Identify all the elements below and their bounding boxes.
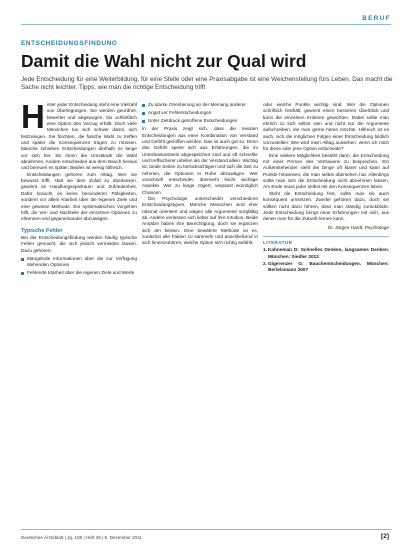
author-byline: Dr. Jürgen Hardt, Psychologe [327, 224, 389, 230]
footer-divider [21, 529, 391, 530]
paragraph: Steht die Entscheidung fest, sollte man sie auch konsequent umsetzen. Zweifel gehören dazu, doch sie sollten nicht dazu führen, dass man ständig zurückblickt. Jede Entscheidung bringt neue Erfahrungen mit sich, aus denen man für die Zukunft lernen kann. [263, 190, 389, 222]
article-headline: Damit die Wahl nicht zur Qual wird [21, 51, 307, 71]
footer-citation: Deutsches Ärzteblatt | Jg. 108 | Heft 49 | 9. Dezember 2011 [21, 535, 142, 540]
paragraph: inter jeder Entscheidung steht eine Vielzahl von Überlegungen. Sie werden geordnet, bewertet und abgewogen, bis schließlich eine Option den Vorzug erhält. Doch viele Menschen tun sich schwer damit, sich festzulegen. Sie fürchten, die falsche Wahl zu treffen und später die Konsequenzen tragen zu müssen. Manche schieben Entscheidungen deshalb so lange vor sich her, bis ihnen die Umstände die Wahl abnehmen. Andere entscheiden aus dem Bauch heraus und bereuen es später. Beides ist wenig hilfreich. [21, 102, 137, 171]
paragraph: Entscheidungen gehören zum Alltag. Wer sie bewusst trifft, statt sie dem Zufall zu überlassen, gewinnt an Handlungsspielraum und Zufriedenheit. Dafür braucht es keine besonderen Fähigkeiten, sondern vor allem Klarheit über die eigenen Ziele und eine gewisse Methode. Ein systematisches Vorgehen hilft, die Vor- und Nachteile der einzelnen Optionen zu erkennen und gegeneinander abzuwägen. [21, 171, 137, 222]
page-number: [2] [381, 533, 389, 540]
literature-heading: LITERATUR [263, 239, 293, 245]
bullet-item: Fehlende Klarheit über die eigenen Ziele und Werte [21, 270, 137, 276]
literature-item: 2. Gigerenzer G: Bauchentscheidungen. München: Bertelsmann 2007 [263, 260, 389, 273]
subheading: Typische Fehler [21, 227, 63, 234]
bullet-item: Zu starke Orientierung an der Meinung anderer [142, 102, 258, 108]
column-3 [263, 102, 389, 274]
column-2 [142, 102, 258, 247]
paragraph: Bei der Entscheidungsfindung werden häufig typische Fehler gemacht, die sich jedoch vermeiden lassen. Dazu gehören: [21, 234, 137, 253]
column-1 [21, 98, 137, 276]
paragraph: In der Praxis zeigt sich, dass die meisten Entscheidungen aus einer Kombination von Verstand und Gefühl getroffen werden. Das ist auch gut so. Denn das Gefühl speist sich aus Erfahrungen, die im Unterbewusstsein abgespeichert sind und oft schneller und treffsicherer urteilen als der Verstand allein. Wichtig ist, beide Seiten zu berücksichtigen und sich die Zeit zu nehmen, die Optionen in Ruhe abzuwägen. Wer vorschnell entscheidet, übersieht leicht wichtige Aspekte. Wer zu lange zögert, verpasst womöglich Chancen. [142, 126, 258, 195]
paragraph: Die Psychologie unterscheidet verschiedene Entscheidungstypen. Manche Menschen sind eher rational orientiert und wägen alle Argumente sorgfältig ab. Andere verlassen sich lieber auf ihre Intuition. Beide Ansätze haben ihre Berechtigung, doch sie ergänzen sich am besten. Eine bewährte Methode ist es, zunächst alle Fakten zu sammeln und anschließend in sich hineinzuhören, welche Option sich richtig anfühlt. [142, 196, 258, 246]
literature-item: 1. Kahneman D: Schnelles Denken, langsames Denken. München: Siedler 2012 [263, 247, 389, 259]
paragraph: Eine weitere Möglichkeit besteht darin, die Entscheidung mit einer Person des Vertrauens zu besprechen. Ein Außenstehender sieht die Dinge oft klarer und kann auf Punkte hinweisen, die man selbst übersehen hat. Allerdings sollte man sich die Entscheidung nicht abnehmen lassen. Am Ende muss jeder selbst mit den Konsequenzen leben. [263, 152, 389, 190]
header-divider [21, 24, 391, 25]
literature-divider [263, 236, 389, 237]
paragraph: oder welche Punkte wichtig sind. Wer die Optionen schriftlich festhält, gewinnt einen besseren Überblick und kann die einzelnen Kriterien gewichten. Dabei sollte man ehrlich zu sich selbst sein und nicht nur die Argumente aufschreiben, die man gerne hören möchte. Hilfreich ist es auch, sich die möglichen Folgen einer Entscheidung bildlich vorzustellen: Wie wird mein Alltag aussehen, wenn ich mich für diese oder jene Option entscheide? [263, 102, 389, 152]
article-lead: Jede Entscheidung für eine Weiterbildung, für eine Stelle oder eine Praxisabgabe ist eine Weichenstellung fürs Leben. Das macht die Sache nicht leichter. Tipps, wie man die richtige Entscheidung trifft [21, 76, 393, 91]
bullet-item: Mangelnde Informationen über die zur Verfügung stehenden Optionen [21, 256, 137, 269]
bullet-item: Unter Zeitdruck getroffene Entscheidungen [142, 118, 258, 124]
article-kicker: ENTSCHEIDUNGSFINDUNG [21, 40, 118, 47]
bullet-item: Angst vor Fehlentscheidungen [142, 110, 258, 116]
section-rubric: BERUF [362, 15, 391, 22]
drop-cap: H [21, 98, 45, 135]
